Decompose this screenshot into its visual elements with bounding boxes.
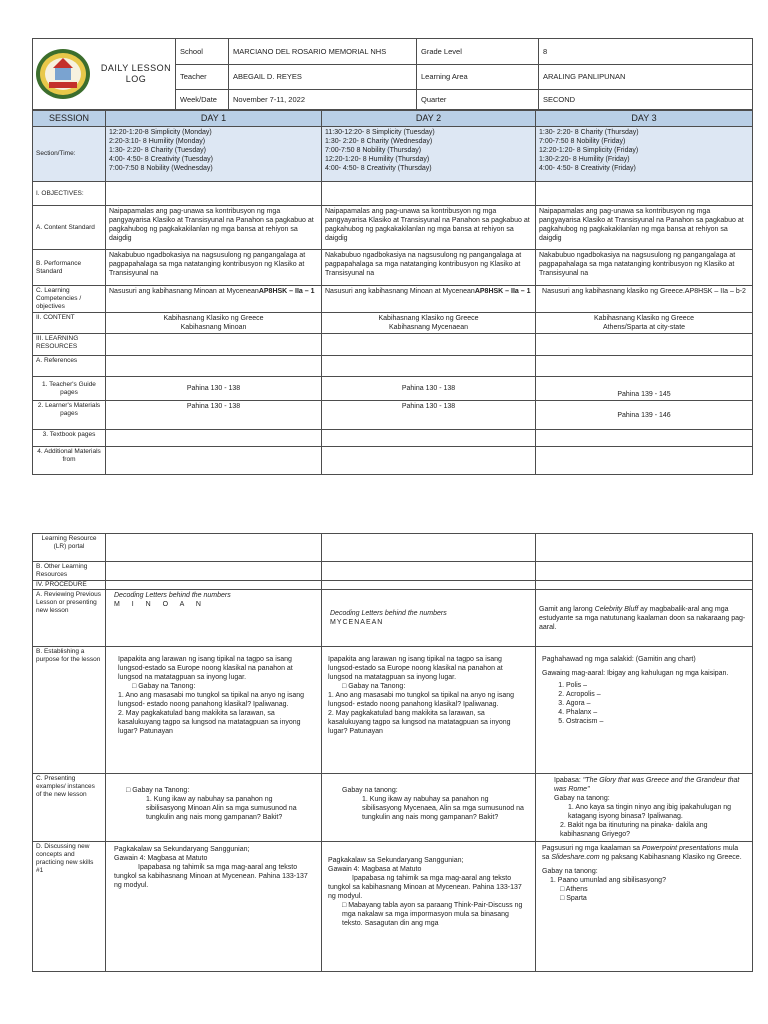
competency-text: Nasusuri ang kabihasnang Minoan at Mycenean <box>109 288 259 295</box>
review-label: A. Reviewing Previous Lesson or presenting new lesson <box>33 590 106 647</box>
competency-day2 <box>322 286 536 313</box>
section-line: 1:30-2:20- 8 Humility (Friday) <box>539 156 630 163</box>
content-line: Kabihasnang Mycenaean <box>388 324 468 331</box>
quarter-label: Quarter <box>417 90 539 110</box>
examples-guide-text: Gabay na Tanong: <box>132 787 190 794</box>
purpose-guide: □ Gabay na Tanong: <box>132 683 196 690</box>
lm-day1: Pahina 130 - 138 <box>106 401 322 430</box>
content-line: Kabihasnang Klasiko ng Greece <box>163 315 264 322</box>
discuss-line: Gawain 4: Magbasa at Matuto <box>328 866 422 873</box>
examples-lead <box>554 776 746 794</box>
section-day2 <box>322 127 536 182</box>
page-2 <box>32 533 752 972</box>
purpose-title: Paghahawad ng mga salakid: (Gamitin ang chart) <box>542 656 696 663</box>
school-label: School <box>176 39 229 65</box>
review-text: ay magbabalik-aral ang mga estudyante sa mga natutunang kaalaman doon sa nakaraang pag- aaral. <box>539 605 746 631</box>
discuss-guide: Gabay na tanong: <box>542 868 598 875</box>
purpose-day1 <box>106 647 322 774</box>
performance-standard-day3: Nakabubuo ngadbokasiya na nagsusulong ng pangangalaga at pagpapahalaga sa mga natatanging kontribusyon ng Klasiko at Transisyunal na <box>536 250 753 286</box>
examples-question: 1. Kung ikaw ay nabuhay sa panahon ng sibilisasyong Mycenaea, Alin sa mga sumusunod na tungkulin ang nais mong gampanan? Bakit? <box>362 796 524 821</box>
purpose-day3 <box>536 647 753 774</box>
purpose-intro: Ipapakita ang larawan ng isang tipikal na tagpo sa isang lungsod-estado sa Europe noong klasikal na panahon at lungsod na matatagpuan sa inyong lugar. <box>328 656 503 681</box>
discuss-line: Ipapabasa ng tahimik sa mga mag-aaral ang teksto tungkol sa kabihasnang Minoan at Mycenean. Pahina 133-137 ng modyul. <box>114 864 308 889</box>
purpose-guide: □ Gabay na Tanong: <box>342 683 406 690</box>
teacher-label: Teacher <box>176 64 229 90</box>
list-item: 3. Agora – <box>566 699 746 708</box>
header-table <box>32 38 753 110</box>
page-title: DAILY LESSON LOG <box>100 63 172 84</box>
tb-label: 3. Textbook pages <box>33 430 106 447</box>
list-item: 4. Phalanx – <box>566 708 746 717</box>
section-line: 4:00- 4:50- 8 Creativity (Friday) <box>539 165 636 172</box>
competency-day3: Nasusuri ang kabihasnang klasiko ng Greece.AP8HSK – IIa – b-2 <box>536 286 753 313</box>
examples-guide: □ Gabay na Tanong: <box>126 787 190 794</box>
grade-value: 8 <box>539 39 753 65</box>
references-label: A. References <box>33 356 106 377</box>
day2-header: DAY 2 <box>322 111 536 127</box>
examples-day3 <box>536 774 753 842</box>
area-value: ARALING PANLIPUNAN <box>539 64 753 90</box>
review-word: M I N O A N <box>114 601 206 608</box>
examples-day2 <box>322 774 536 842</box>
examples-question: 2. Bakit nga ba itinuturing na pinaka- dakila ang kabihasnang Griyego? <box>560 822 708 838</box>
performance-standard-day1: Nakabubuo ngadbokasiya na nagsusulong ng pangangalaga at pagpapahalaga sa mga natatanging kontribusyon ng Klasiko at Transisyunal na <box>106 250 322 286</box>
week-value: November 7-11, 2022 <box>229 90 417 110</box>
discuss-text: mula sa <box>542 845 739 861</box>
performance-standard-label: B. Performance Standard <box>33 250 106 286</box>
review-title: Decoding Letters behind the numbers <box>114 592 231 599</box>
section-line: 4:00- 4:50- 8 Creativity (Thursday) <box>325 165 432 172</box>
purpose-guide-text: Gabay na Tanong: <box>138 683 196 690</box>
competencies-label: C. Learning Competencies / objectives <box>33 286 106 313</box>
objectives-label: I. OBJECTIVES: <box>33 182 106 206</box>
section-line: 11:30-12:20- 8 Simplicity (Tuesday) <box>325 129 435 136</box>
examples-day1 <box>106 774 322 842</box>
review-text-italic: Celebrity Bluff <box>594 605 639 613</box>
purpose-question: 1. Ano ang masasabi mo tungkol sa tipikal na anyo ng isang lungsod- estado noong panahong klasikal? Ipaliwanag. <box>118 692 305 708</box>
content-standard-day2: Naipapamalas ang pag-unawa sa kontribusyon ng mga pangyayarisa Klasiko at Transisyunal na Panahon sa pagkabuo at pagkahubog ng pagkakakilanlan ng mga bansa at rehiyon sa daigdig <box>322 206 536 250</box>
content-day3 <box>536 313 753 334</box>
area-label: Learning Area <box>417 64 539 90</box>
review-day2 <box>322 590 536 647</box>
purpose-day2 <box>322 647 536 774</box>
discuss-line-text: Mabayang tabla ayon sa paraang Think-Pair-Discuss ng mga nakalaw sa mga impormasyon mula sa binasang teksto. Sasagutan din ang mga <box>342 902 523 927</box>
discuss-line <box>542 844 746 862</box>
content-day1 <box>106 313 322 334</box>
list-item-text: Athens <box>565 886 588 893</box>
examples-label: C. Presenting examples/ instances of the new lesson <box>33 774 106 842</box>
content-day2 <box>322 313 536 334</box>
page-1 <box>32 38 752 475</box>
review-day1 <box>106 590 322 647</box>
purpose-task: Gawaing mag-aaral: Ibigay ang kahulugan ng mga kaisipan. <box>542 670 729 677</box>
section-line: 4:00- 4:50- 8 Creativity (Tuesday) <box>109 156 214 163</box>
tg-day2: Pahina 130 - 138 <box>322 377 536 401</box>
section-line: 12:20-1:20- 8 Simplicity (Friday) <box>539 147 639 154</box>
review-title: Decoding Letters behind the numbers <box>330 610 447 617</box>
purpose-list <box>542 681 746 726</box>
tg-day3: Pahina 139 - 145 <box>536 377 753 401</box>
section-line: 1:30- 2:20- 8 Charity (Wednesday) <box>325 138 433 145</box>
purpose-question: 2. May pagkakatulad bang makikita sa larawan, sa kasalukuyang tagpo sa lungsod na matatagpuan sa inyong lugar? Patunayan <box>118 710 301 735</box>
purpose-guide-text: Gabay na Tanong: <box>348 683 406 690</box>
competency-text: Nasusuri ang kabihasnang Minoan at Mycenean <box>325 288 475 295</box>
list-item: 1. Polis – <box>566 681 746 690</box>
purpose-label: B. Establishing a purpose for the lesson <box>33 647 106 774</box>
discuss-line: □ Mabayang tabla ayon sa paraang Think-Pair-Discuss ng mga nakalaw sa mga impormasyon mula sa binasang teksto. Sasagutan din ang mga <box>342 902 523 927</box>
examples-question-text: Kung ikaw ay nabuhay sa panahon ng sibilisasyong Minoan Alin sa mga sumusunod na tungkulin ang nais mong gampanan? Bakit? <box>146 796 297 821</box>
content-line: Kabihasnang Klasiko ng Greece <box>593 315 694 322</box>
section-line: 7:00-7:50 8 Nobility (Wednesday) <box>109 165 213 172</box>
section-day1 <box>106 127 322 182</box>
other-resources-label: B. Other Learning Resources <box>33 562 106 581</box>
quarter-value: SECOND <box>539 90 753 110</box>
discuss-question: 1. Paano umunlad ang sibilisasyong? <box>550 877 666 884</box>
review-word: MYCENAEAN <box>330 619 384 626</box>
content-line: Kabihasnang Minoan <box>180 324 247 331</box>
section-line: 7:00-7:50 8 Nobility (Thursday) <box>325 147 422 154</box>
content-standard-day1: Naipapamalas ang pag-unawa sa kontribusyon ng mga pangyayarisa Klasiko at Transisyunal na Panahon sa pagkabuo at pagkahubog ng pagkakakilanlan ng mga bansa at rehiyon sa daigdig <box>106 206 322 250</box>
section-line: 12:20-1:20-8 Simplicity (Monday) <box>109 129 212 136</box>
day1-header: DAY 1 <box>106 111 322 127</box>
list-item-text: Sparta <box>566 895 587 902</box>
discuss-line: Pagkakalaw sa Sekundaryang Sanggunian; <box>114 846 250 853</box>
purpose-question: 2. May pagkakatulad bang makikita sa larawan, sa kasalukuyang tagpo sa lungsod na matatagpuan sa inyong lugar? Patunayan <box>328 710 511 735</box>
discuss-line: Gawain 4: Magbasa at Matuto <box>114 855 208 862</box>
lm-day2: Pahina 130 - 138 <box>322 401 536 430</box>
lm-day3: Pahina 139 - 146 <box>536 401 753 430</box>
discuss-day2 <box>322 842 536 972</box>
review-text: Gamit ang larong <box>539 605 595 613</box>
examples-lead-italic: "The Glory that was Greece and the Grandeur that was Rome" <box>554 777 740 793</box>
section-line: 12:20-1:20- 8 Humility (Thursday) <box>325 156 430 163</box>
purpose-intro: Ipapakita ang larawan ng isang tipikal na tagpo sa isang lungsod-estado sa Europe noong klasikal na panahon at lungsod na matatagpuan sa inyong lugar. <box>118 656 293 681</box>
week-label: Week/Date <box>176 90 229 110</box>
discuss-text-italic: Powerpoint presentations <box>642 845 721 852</box>
lm-label: 2. Learner's Materials pages <box>33 401 106 430</box>
section-line: 1:30- 2:20- 8 Charity (Thursday) <box>539 129 639 136</box>
tg-label: 1. Teacher's Guide pages <box>33 377 106 401</box>
teacher-value: ABEGAIL D. REYES <box>229 64 417 90</box>
list-item: □ Sparta <box>560 895 587 902</box>
review-day3 <box>536 590 753 647</box>
content-label: II. CONTENT <box>33 313 106 334</box>
tg-day1: Pahina 130 - 138 <box>106 377 322 401</box>
examples-question-text: Kung ikaw ay nabuhay sa panahon ng sibilisasyong Mycenaea, Alin sa mga sumusunod na tungkulin ang nais mong gampanan? Bakit? <box>362 796 524 821</box>
lr-portal-label: Learning Resource (LR) portal <box>33 534 106 562</box>
content-line: Athens/Sparta at city-state <box>602 324 686 331</box>
school-value: MARCIANO DEL ROSARIO MEMORIAL NHS <box>229 39 417 65</box>
section-line: 7:00-7:50 8 Nobility (Friday) <box>539 138 626 145</box>
content-line: Kabihasnang Klasiko ng Greece <box>378 315 479 322</box>
examples-question-text: Ano kaya sa tingin ninyo ang ibig ipakahulugan ng katagang isyong binasa? Ipaliwanag. <box>568 804 732 820</box>
header-title-cell <box>33 39 176 110</box>
section-time-label: Section/Time: <box>33 127 106 182</box>
list-item: 2. Acropolis – <box>566 690 746 699</box>
procedure-label: IV. PROCEDURE <box>33 581 106 590</box>
competency-code: AP8HSK – IIa – 1 <box>474 288 531 295</box>
discuss-day1 <box>106 842 322 972</box>
discuss-line: Pagkakalaw sa Sekundaryang Sanggunian; <box>328 857 464 864</box>
resources-label: III. LEARNING RESOURCES <box>33 334 106 356</box>
am-label: 4. Additional Materials from <box>33 447 106 475</box>
examples-question: 1. Ano kaya sa tingin ninyo ang ibig ipakahulugan ng katagang isyong binasa? Ipaliwanag. <box>568 804 732 820</box>
discuss-day3 <box>536 842 753 972</box>
purpose-question: 1. Ano ang masasabi mo tungkol sa tipikal na anyo ng isang lungsod- estado noong panahong klasikal? Ipaliwanag. <box>328 692 515 708</box>
competency-day1 <box>106 286 322 313</box>
day3-header: DAY 3 <box>536 111 753 127</box>
school-seal-logo <box>33 46 97 102</box>
performance-standard-day2: Nakabubuo ngadbokasiya na nagsusulong ng pangangalaga at pagpapahalaga sa mga natatanging kontribusyon ng Klasiko at Transisyunal na <box>322 250 536 286</box>
content-standard-label: A. Content Standard <box>33 206 106 250</box>
section-line: 2:20-3:10- 8 Humility (Monday) <box>109 138 206 145</box>
list-item: □ Athens <box>560 886 588 893</box>
discuss-text-italic: Slideshare.com <box>551 854 600 861</box>
examples-question: 1. Kung ikaw ay nabuhay sa panahon ng sibilisasyong Minoan Alin sa mga sumusunod na tungkulin ang nais mong gampanan? Bakit? <box>146 796 297 821</box>
session-header: SESSION <box>33 111 106 127</box>
list-item: 5. Ostracism – <box>566 717 746 726</box>
lesson-table-2 <box>32 533 753 972</box>
section-day3 <box>536 127 753 182</box>
discuss-label: D. Discussing new concepts and practicing new skills #1 <box>33 842 106 972</box>
examples-guide: Gabay na tanong: <box>554 795 610 802</box>
grade-label: Grade Level <box>417 39 539 65</box>
content-standard-day3: Naipapamalas ang pag-unawa sa kontribusyon ng mga pangyayarisa Klasiko at Transisyunal na Panahon sa pagkabuo at pagkahubog ng pagkakakilanlan ng mga bansa at rehiyon sa daigdig <box>536 206 753 250</box>
lesson-table-1 <box>32 110 753 475</box>
examples-lead-text: Ipabasa: <box>554 777 583 784</box>
discuss-line: Ipapabasa ng tahimik sa mga mag-aaral ang teksto tungkol sa kabihasnang Minoan at Mycenean. Pahina 133-137 ng modyul. <box>328 875 522 900</box>
section-line: 1:30- 2:20- 8 Charity (Tuesday) <box>109 147 207 154</box>
discuss-text: ng paksang Kabihasnang Klasiko ng Greece. <box>599 854 742 861</box>
discuss-text: Pagsusuri ng mga kaalaman sa <box>542 845 642 852</box>
competency-code: AP8HSK – IIa – 1 <box>258 288 315 295</box>
examples-guide: Gabay na tanong: <box>342 787 398 794</box>
